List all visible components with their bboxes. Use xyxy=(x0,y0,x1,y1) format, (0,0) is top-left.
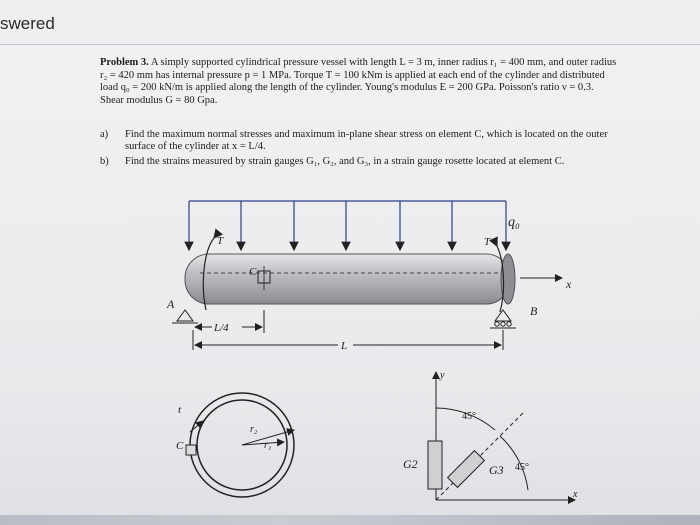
question-label: b) xyxy=(100,156,109,167)
r2-label: r₂ xyxy=(250,424,258,435)
length-label: L xyxy=(341,340,348,352)
question-label: a) xyxy=(100,129,109,140)
gauge-g3-label: G3 xyxy=(489,463,504,477)
taskbar-strip xyxy=(0,515,700,525)
roller-3 xyxy=(507,322,511,326)
section-t-label: t xyxy=(178,404,182,416)
x-axis-label: x xyxy=(566,277,572,291)
section-c-label: C xyxy=(176,440,184,452)
element-c-label: C xyxy=(249,266,257,278)
rosette-x-label: x xyxy=(573,489,578,500)
problem-title: Problem 3. xyxy=(100,57,149,68)
torque-left-label: T xyxy=(217,235,224,247)
angle-2-label: 45° xyxy=(515,462,529,473)
rosette-y-label: y xyxy=(440,370,445,381)
torque-right-label: T xyxy=(484,236,491,248)
roller-2 xyxy=(501,322,505,326)
support-a xyxy=(177,310,193,321)
load-label: q₀ xyxy=(508,215,520,230)
support-a-label: A xyxy=(167,297,175,311)
gauge-g2 xyxy=(428,441,442,489)
gauge-g2-label: G2 xyxy=(403,457,418,471)
distributed-load xyxy=(189,201,506,250)
cylinder-body xyxy=(185,254,510,304)
question-text: Find the strains measured by strain gauges G₁, G₂, and G₃, in a strain gauge rosette located at element C. xyxy=(125,156,565,167)
quarter-length-label: L/4 xyxy=(214,322,229,334)
problem-text: A simply supported cylindrical pressure vessel with length L = 3 m, inner radius r₁ = 400 mm, and outer radius r₂ = 420 mm has internal pressure p = 1 MPa. Torque T = 100 kNm is applied at each end of the cylinder and distributed load q₀ = 200 kN/m is applied along the length of the cylinder. Young's modulus E = 200 GPa. Poisson's ratio ν = 0.3. Shear modulus G = 80 Gpa. xyxy=(100,57,617,106)
roller-1 xyxy=(495,322,499,326)
r1-label: r₁ xyxy=(264,440,272,451)
gauge-g3 xyxy=(448,451,485,488)
question-text: Find the maximum normal stresses and maximum in-plane shear stress on element C, which is located on the outer surface of the cylinder at x = L/4. xyxy=(125,129,608,153)
angle-1-label: 45° xyxy=(462,411,476,422)
tab-label[interactable]: swered xyxy=(0,14,55,33)
section-element-c xyxy=(186,445,196,455)
support-b-label: B xyxy=(530,304,538,318)
support-b xyxy=(495,310,511,321)
